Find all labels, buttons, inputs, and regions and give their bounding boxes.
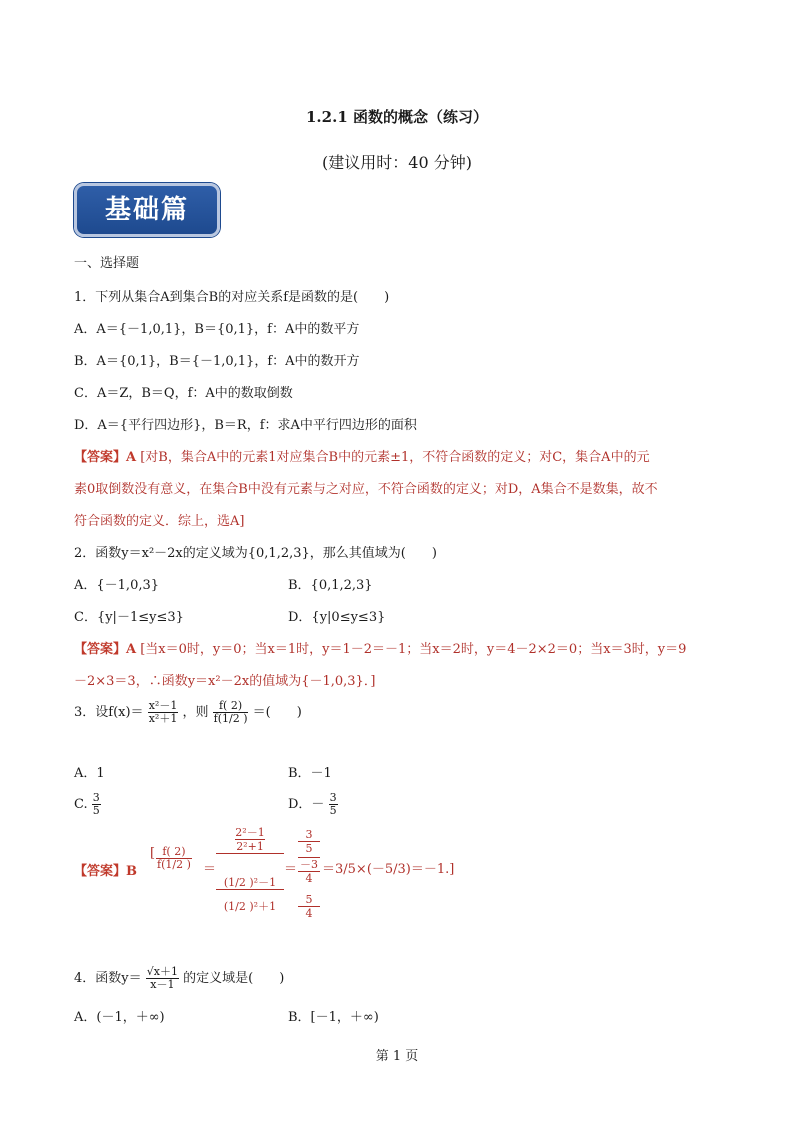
page-subtitle: (建议用时：40 分钟) (322, 153, 472, 172)
q3-option-d-num: 3 (329, 791, 337, 804)
q1-option-b: B．A＝{0,1}，B＝{－1,0,1}，f：A中的数开方 (74, 354, 360, 369)
section-badge (74, 183, 220, 237)
q3-fx-denominator: x²＋1 (148, 712, 178, 725)
q1-answer-line-1 (74, 446, 650, 465)
q3-answer-bottom-top: (1/2 )²－1 (216, 876, 284, 890)
q3-answer-mid-bot-num: －3 (300, 858, 318, 871)
q2-option-c: C．{y|－1≤y≤3} (74, 610, 184, 625)
q3-answer-f2: f( 2) (156, 846, 192, 859)
q3-option-d (288, 792, 338, 817)
q3-option-b: B．－1 (288, 766, 332, 781)
q3-answer-top-num: 2²－1 (235, 826, 265, 839)
page-title: 1.2.1 函数的概念（练习） (306, 108, 488, 126)
section-heading: 一、选择题 (74, 256, 140, 271)
q3-answer-fhalf: f(1/2 ) (157, 858, 191, 871)
q3-answer-mid-bot-den: 4 (298, 871, 320, 885)
q1-answer-line-2: 素0取倒数没有意义，在集合B中没有元素与之对应，不符合函数的定义；对D，A集合不是数集，故不 (74, 482, 658, 497)
q3-option-c (74, 792, 101, 817)
q1-answer-text-1: [对B，集合A中的元素1对应集合B中的元素±1，不符合函数的定义；对C，集合A中的元 (140, 450, 650, 465)
q2-answer-text-1: [当x＝0时，y＝0；当x＝1时，y＝1－2＝－1；当x＝2时，y＝4－2×2＝0；当x＝3时，y＝9 (140, 642, 687, 657)
q1-answer-tag: 【答案】A (74, 450, 137, 465)
q2-answer-line-2: －2×3＝3，∴函数y＝x²－2x的值域为{－1,0,3}．] (74, 674, 376, 689)
q3-answer-lead: [ (150, 846, 156, 861)
q3-answer-big-fraction (216, 826, 284, 913)
q2-answer-line-1 (74, 638, 686, 657)
q3-ratio-fraction (213, 700, 249, 725)
q3-answer-tag: 【答案】B (74, 864, 137, 879)
q3-stem-pre: 3．设f(x)＝ (74, 705, 144, 720)
q2-option-b: B．{0,1,2,3} (288, 578, 373, 593)
q4-option-a: A．(－1，＋∞) (74, 1010, 165, 1025)
q2-answer-tag: 【答案】A (74, 642, 137, 657)
q2-option-a: A．{－1,0,3} (74, 578, 160, 593)
q4-stem-pre: 4．函数y＝ (74, 971, 142, 986)
q4-stem (74, 966, 284, 991)
q3-answer-eq-1: ＝ (203, 862, 217, 877)
q3-fx-fraction (148, 700, 179, 725)
q3-stem (74, 700, 302, 725)
q3-answer-bottom-bot: (1/2 )²＋1 (223, 900, 277, 913)
q3-answer-mid-top-den: 5 (298, 841, 320, 855)
q3-option-c-den: 5 (92, 804, 100, 817)
q1-option-d: D．A＝{平行四边形}，B＝R，f：求A中平行四边形的面积 (74, 418, 417, 433)
q3-ratio-denominator: f(1/2 ) (213, 712, 248, 725)
q3-option-c-fraction (92, 792, 101, 817)
q4-numerator: √x＋1 (146, 965, 178, 978)
q3-option-d-prefix: D．－ (288, 797, 325, 812)
q3-option-d-den: 5 (329, 804, 337, 817)
page-footer: 第 1 页 (375, 1049, 419, 1064)
section-badge-label: 基础篇 (104, 195, 189, 225)
q1-option-a: A．A＝{－1,0,1}，B＝{0,1}，f：A中的数平方 (74, 322, 360, 337)
q3-answer-result: ＝3/5×(－5/3)＝－1.] (322, 862, 455, 877)
q3-stem-mid: ，则 (182, 705, 209, 720)
q3-answer-mid-bot2-den: 4 (298, 906, 320, 920)
q3-answer-ratio (156, 846, 192, 871)
q2-stem: 2．函数y＝x²－2x的定义域为{0,1,2,3}，那么其值域为( ) (74, 546, 437, 561)
q3-answer-mid-top-num: 3 (305, 828, 313, 841)
q3-ratio-numerator: f( 2) (213, 700, 249, 713)
q4-option-b: B．[－1，＋∞) (288, 1010, 379, 1025)
q1-option-c: C．A＝Z，B＝Q，f：A中的数取倒数 (74, 386, 293, 401)
q4-stem-post: 的定义域是( ) (183, 971, 285, 986)
q3-answer-mid-bot2-num: 5 (305, 893, 313, 906)
q3-answer-eq-2: ＝ (284, 862, 298, 877)
q1-stem: 1．下列从集合A到集合B的对应关系f是函数的是( ) (74, 290, 390, 305)
q4-denominator: x－1 (150, 978, 175, 991)
q3-answer-top-den: 2²+1 (236, 840, 264, 853)
q3-option-c-num: 3 (92, 791, 100, 804)
q3-option-c-prefix: C. (74, 797, 88, 812)
q3-option-a: A．1 (74, 766, 105, 781)
q4-fraction (146, 966, 179, 991)
q1-answer-line-3: 符合函数的定义．综上，选A] (74, 514, 245, 529)
q2-option-d: D．{y|0≤y≤3} (288, 610, 386, 625)
q3-stem-post: ＝( ) (252, 705, 302, 720)
q3-fx-numerator: x²－1 (148, 699, 178, 712)
q3-option-d-fraction (329, 792, 338, 817)
q3-answer-mid-fraction (298, 828, 320, 920)
